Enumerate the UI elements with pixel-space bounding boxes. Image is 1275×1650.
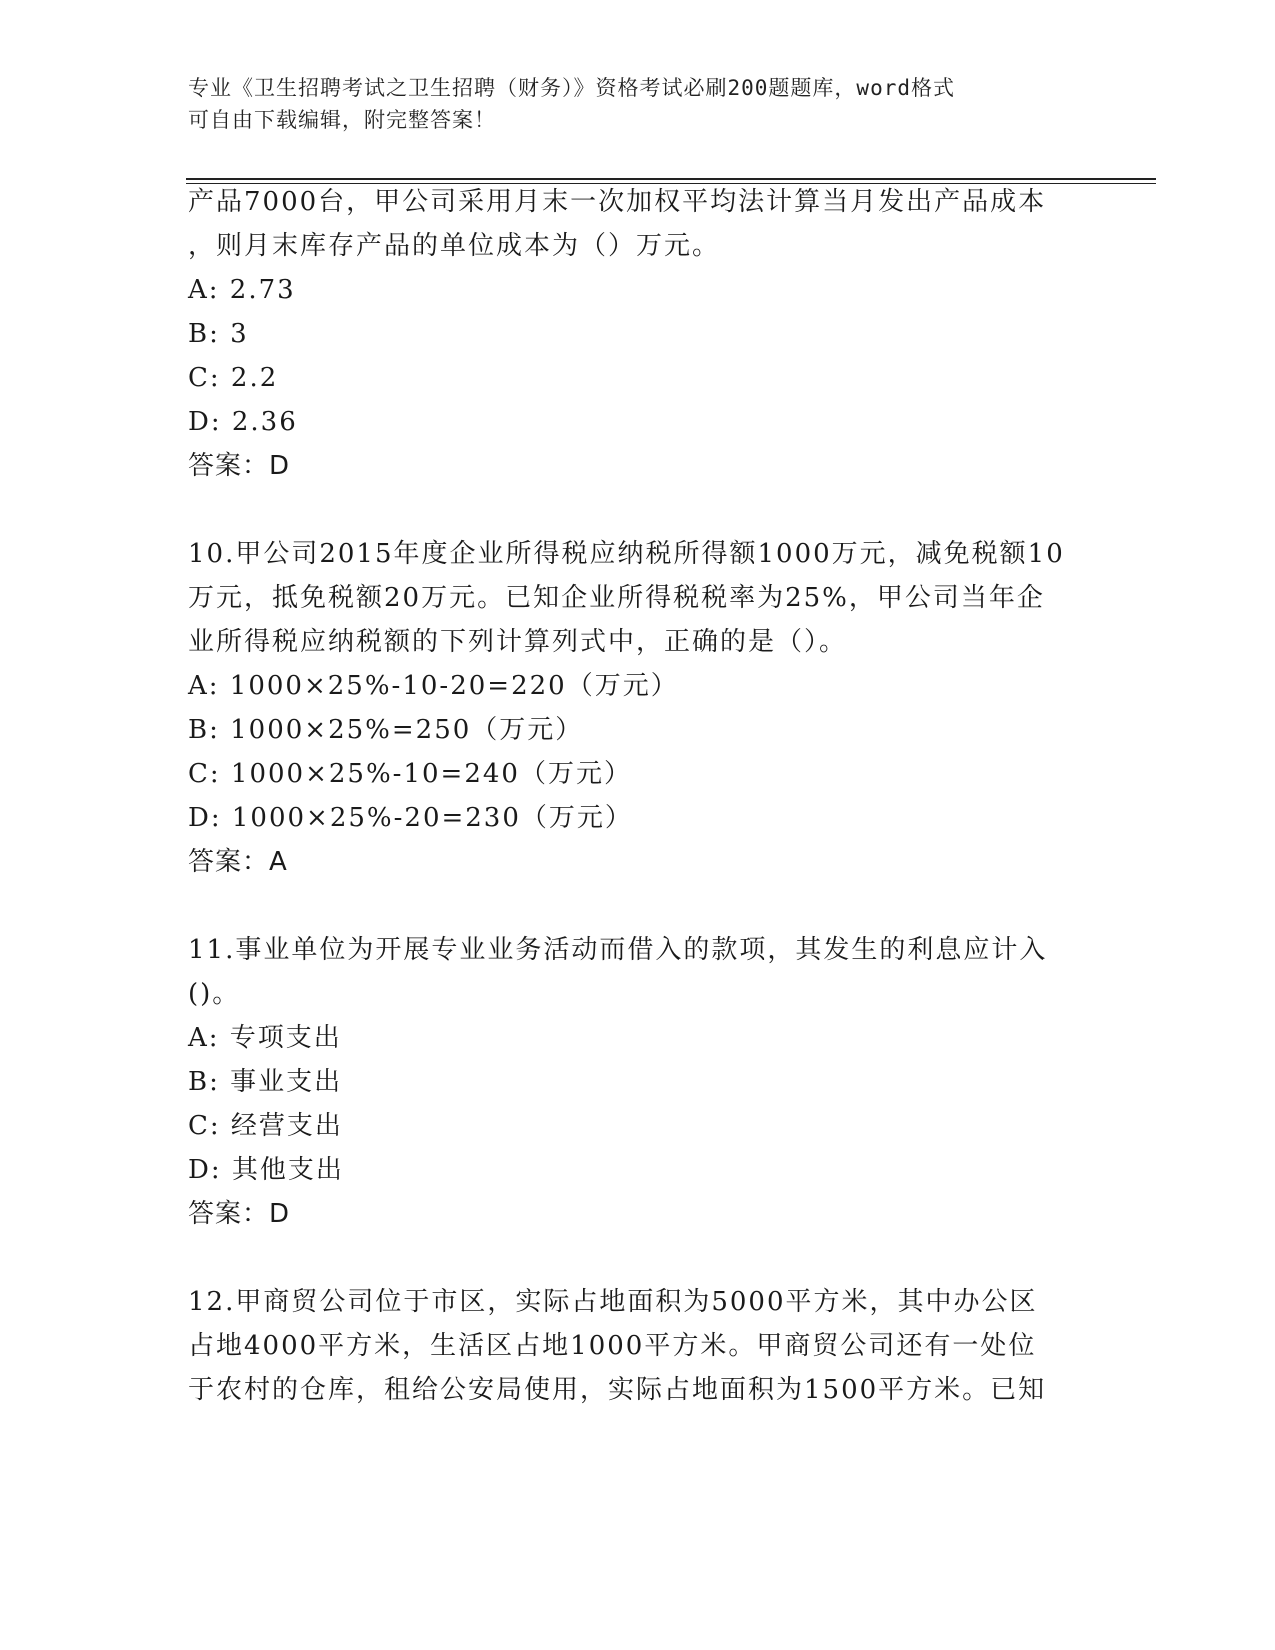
question-10-option-c: C: 1000×25%-10=240（万元） [188, 759, 632, 789]
question-12-text-line-3: 于农村的仓库，租给公安局使用，实际占地面积为1500平方米。已知 [188, 1375, 1047, 1405]
question-10-text-line-3: 业所得税应纳税额的下列计算列式中，正确的是（）。 [188, 627, 848, 657]
question-12-text-line-1: 12.甲商贸公司位于市区，实际占地面积为5000平方米，其中办公区 [188, 1287, 1038, 1317]
question-11-text-line-1: 11.事业单位为开展专业业务活动而借入的款项，其发生的利息应计入 [188, 935, 1048, 965]
question-11-answer: 答案：D [188, 1199, 291, 1229]
question-9-option-d: D: 2.36 [188, 407, 298, 437]
question-10-text-line-2: 万元，抵免税额20万元。已知企业所得税税率为25%，甲公司当年企 [188, 583, 1045, 613]
header-line-2: 可自由下载编辑，附完整答案！ [188, 108, 496, 132]
question-11-text-line-2: ()。 [188, 979, 241, 1009]
question-10-option-d: D: 1000×25%-20=230（万元） [188, 803, 633, 833]
question-10-option-b: B: 1000×25%=250（万元） [188, 715, 584, 745]
question-9-option-c: C: 2.2 [188, 363, 279, 393]
question-9-text-line-2: ，则月末库存产品的单位成本为（）万元。 [188, 231, 721, 261]
question-11-option-d: D: 其他支出 [188, 1155, 344, 1185]
question-12-text-line-2: 占地4000平方米，生活区占地1000平方米。甲商贸公司还有一处位 [188, 1331, 1037, 1361]
question-9-option-b: B: 3 [188, 319, 249, 349]
question-9-answer: 答案：D [188, 451, 291, 481]
question-11-option-c: C: 经营支出 [188, 1111, 343, 1141]
question-11-option-b: B: 事业支出 [188, 1067, 343, 1097]
question-10-text-line-1: 10.甲公司2015年度企业所得税应纳税所得额1000万元，减免税额10 [188, 539, 1065, 569]
question-11-option-a: A: 专项支出 [188, 1023, 342, 1053]
header-divider-thick [186, 178, 1156, 180]
question-10-answer: 答案：A [188, 847, 288, 877]
question-10-option-a: A: 1000×25%-10-20=220（万元） [188, 671, 679, 701]
header-line-1: 专业《卫生招聘考试之卫生招聘（财务）》资格考试必刷200题题库，word格式 [188, 76, 955, 100]
document-header [188, 72, 1088, 136]
question-9-option-a: A: 2.73 [188, 275, 296, 305]
question-9-text-line-1: 产品7000台，甲公司采用月末一次加权平均法计算当月发出产品成本 [188, 187, 1047, 217]
